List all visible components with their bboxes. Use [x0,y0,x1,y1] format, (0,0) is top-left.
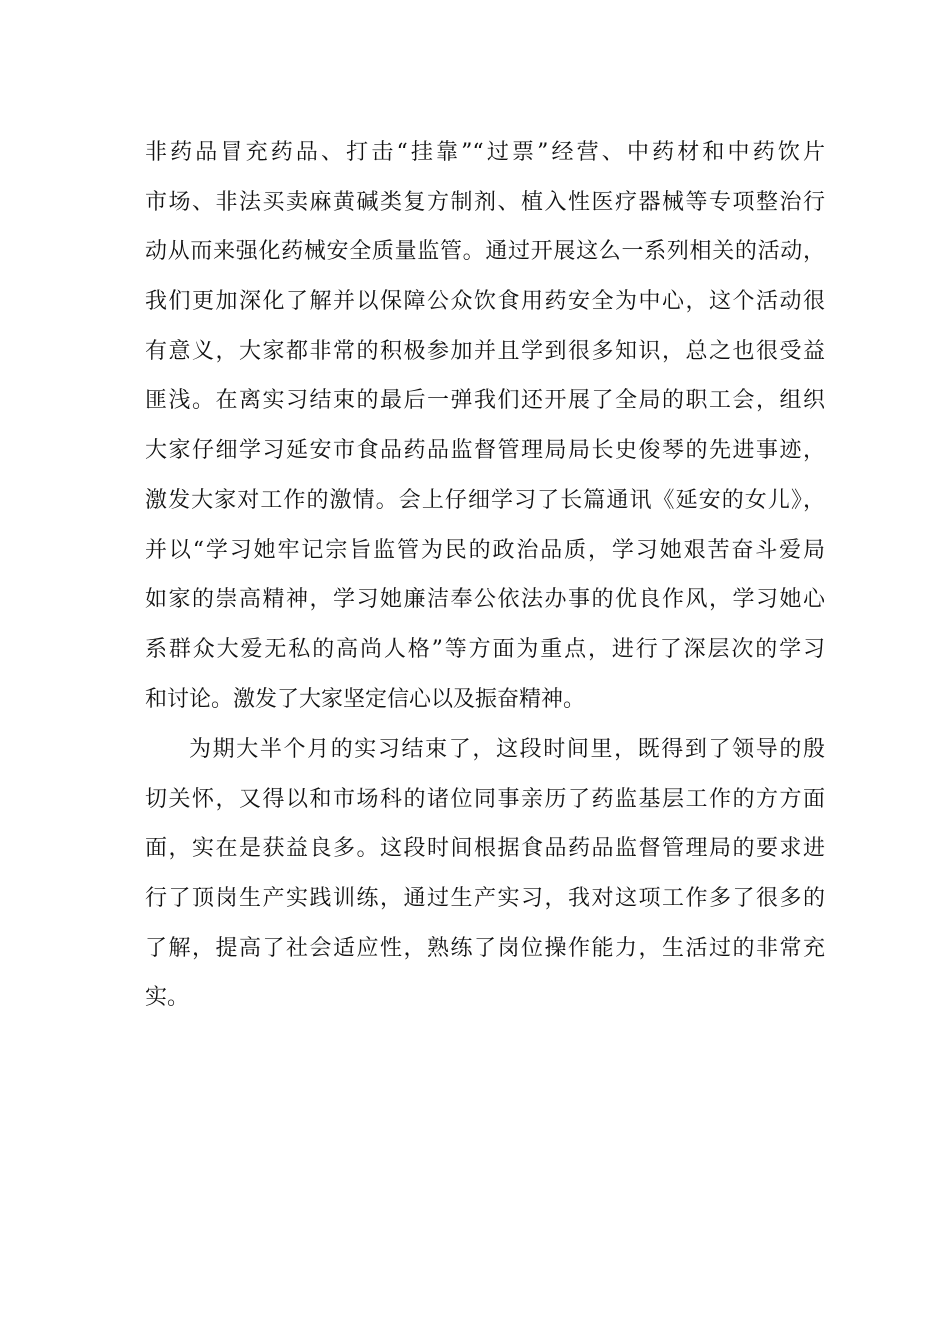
paragraph-line: 面，实在是获益良多。这段时间根据食品药品监督管理局的要求进 [145,836,825,862]
paragraph-2 [145,725,825,1023]
paragraph-line: 为期大半个月的实习结束了，这段时间里，既得到了领导的殷 [189,737,825,762]
paragraph-line: 实。 [145,985,190,1011]
paragraph-line: 我们更加深化了解并以保障公众饮食用药安全为中心，这个活动很 [145,289,825,315]
paragraph-line: 激发大家对工作的激情。会上仔细学习了长篇通讯《延安的女儿》， [145,487,825,513]
paragraph-line: 系群众大爱无私的高尚人格”等方面为重点，进行了深层次的学习 [145,636,825,662]
paragraph-line: 了解，提高了社会适应性，熟练了岗位操作能力，生活过的非常充 [145,935,825,961]
paragraph-line: 行了顶岗生产实践训练，通过生产实习，我对这项工作多了很多的 [145,886,825,912]
paragraph-line: 大家仔细学习延安市食品药品监督管理局局长史俊琴的先进事迹， [145,438,825,464]
paragraph-line: 非药品冒充药品、打击“挂靠”“过票”经营、中药材和中药饮片 [145,140,825,165]
paragraph-line: 和讨论。激发了大家坚定信心以及振奋精神。 [145,686,586,712]
paragraph-line: 匪浅。在离实习结束的最后一弹我们还开展了全局的职工会，组织 [145,388,825,414]
paragraph-line: 如家的崇高精神，学习她廉洁奉公依法办事的优良作风，学习她心 [145,587,825,613]
paragraph-line: 市场、非法买卖麻黄碱类复方制剂、植入性医疗器械等专项整治行 [145,189,825,215]
paragraph-1 [145,128,825,724]
paragraph-line: 有意义，大家都非常的积极参加并且学到很多知识，总之也很受益 [145,338,825,364]
paragraph-line: 并以“学习她牢记宗旨监管为民的政治品质，学习她艰苦奋斗爱局 [145,537,825,563]
paragraph-line: 切关怀，又得以和市场科的诸位同事亲历了药监基层工作的方方面 [145,786,825,812]
paragraph-line: 动从而来强化药械安全质量监管。通过开展这么一系列相关的活动， [145,239,825,265]
